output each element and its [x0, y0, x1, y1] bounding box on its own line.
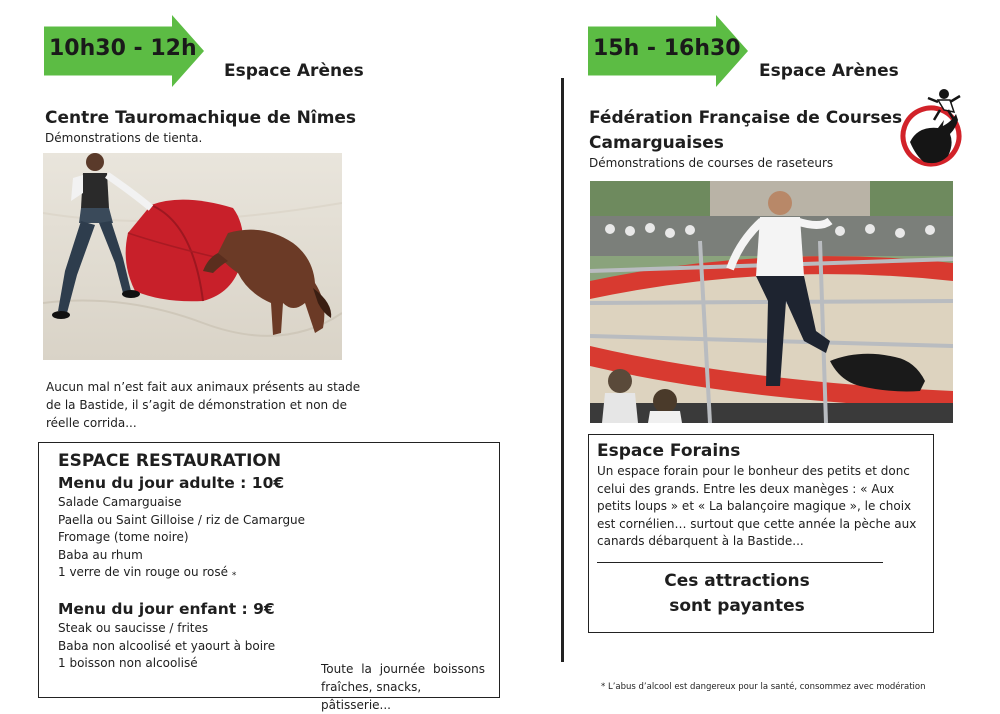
paid-notice-line: sont payantes	[669, 596, 805, 616]
drinks-note-line: Toute la journée boissons	[321, 662, 485, 676]
forains-text-line: Un espace forain pour le bonheur des petits et donc	[597, 464, 910, 478]
org-title-left: Centre Tauromachique de Nîmes	[45, 108, 357, 128]
photo-tienta	[43, 153, 342, 360]
drinks-note-line: fraîches, snacks, pâtisserie...	[321, 680, 422, 712]
adult-menu-item: Fromage (tome noire)	[58, 530, 189, 544]
bull-and-raseteur-logo-icon	[898, 86, 964, 172]
adult-menu-item: Salade Camarguaise	[58, 495, 182, 509]
forains-separator	[597, 562, 883, 563]
child-menu-item: Steak ou saucisse / frites	[58, 621, 209, 635]
adult-menu-item-wine	[58, 564, 305, 586]
org-subtitle-right: Démonstrations de courses de raseteurs	[589, 156, 834, 170]
alcohol-footnote: * L’abus d’alcool est dangereux pour la santé, consommez avec modération	[601, 682, 926, 692]
forains-text-line: est cornélien… surtout que cette année la pèche aux	[597, 516, 917, 531]
org-title-right-line: Camarguaises	[589, 133, 724, 153]
animal-note-line: de la Bastide, il s’agit de démonstration et non de	[46, 398, 347, 412]
child-menu-item: Baba non alcoolisé et yaourt à boire	[58, 638, 276, 653]
venue-right: Espace Arènes	[759, 61, 899, 81]
adult-menu-item: 1 verre de vin rouge ou rosé	[58, 565, 229, 579]
org-title-right	[589, 106, 902, 156]
paid-notice-line: Ces attractions	[664, 571, 810, 591]
animal-note	[46, 378, 366, 432]
org-title-right-line: Fédération Française de Courses	[589, 108, 903, 128]
time-right: 15h - 16h30	[593, 36, 741, 61]
restauration-box	[38, 442, 500, 712]
org-subtitle-left: Démonstrations de tienta.	[45, 131, 203, 145]
drinks-note	[321, 660, 485, 714]
forains-box	[588, 434, 934, 633]
paid-notice	[589, 569, 885, 619]
forains-text	[597, 463, 916, 551]
venue-left: Espace Arènes	[224, 61, 364, 81]
restauration-title: ESPACE RESTAURATION	[58, 451, 282, 471]
photo-course-camarguaise	[590, 181, 953, 423]
child-menu-title: Menu du jour enfant : 9€	[58, 600, 275, 618]
adult-menu-item: Paella ou Saint Gilloise / riz de Camargue	[58, 512, 306, 527]
adult-menu-title: Menu du jour adulte : 10€	[58, 474, 285, 492]
forains-text-line: petits loups » et « La balançoire magique », le choix	[597, 499, 912, 513]
adult-menu-item: Baba au rhum	[58, 547, 143, 562]
page-divider	[561, 78, 564, 662]
time-left: 10h30 - 12h	[49, 36, 197, 61]
asterisk: *	[231, 571, 237, 581]
adult-menu-list	[58, 494, 305, 586]
child-menu-item: 1 boisson non alcoolisé	[58, 656, 198, 670]
animal-note-line: réelle corrida...	[46, 416, 137, 430]
forains-text-line: celui des grands. Entre les deux manèges : « Aux	[597, 481, 895, 496]
animal-note-line: Aucun mal n’est fait aux animaux présents au stade	[46, 380, 361, 394]
forains-text-line: canards débarquent à la Bastide...	[597, 534, 804, 548]
child-menu-list	[58, 620, 275, 673]
forains-title: Espace Forains	[597, 441, 741, 461]
